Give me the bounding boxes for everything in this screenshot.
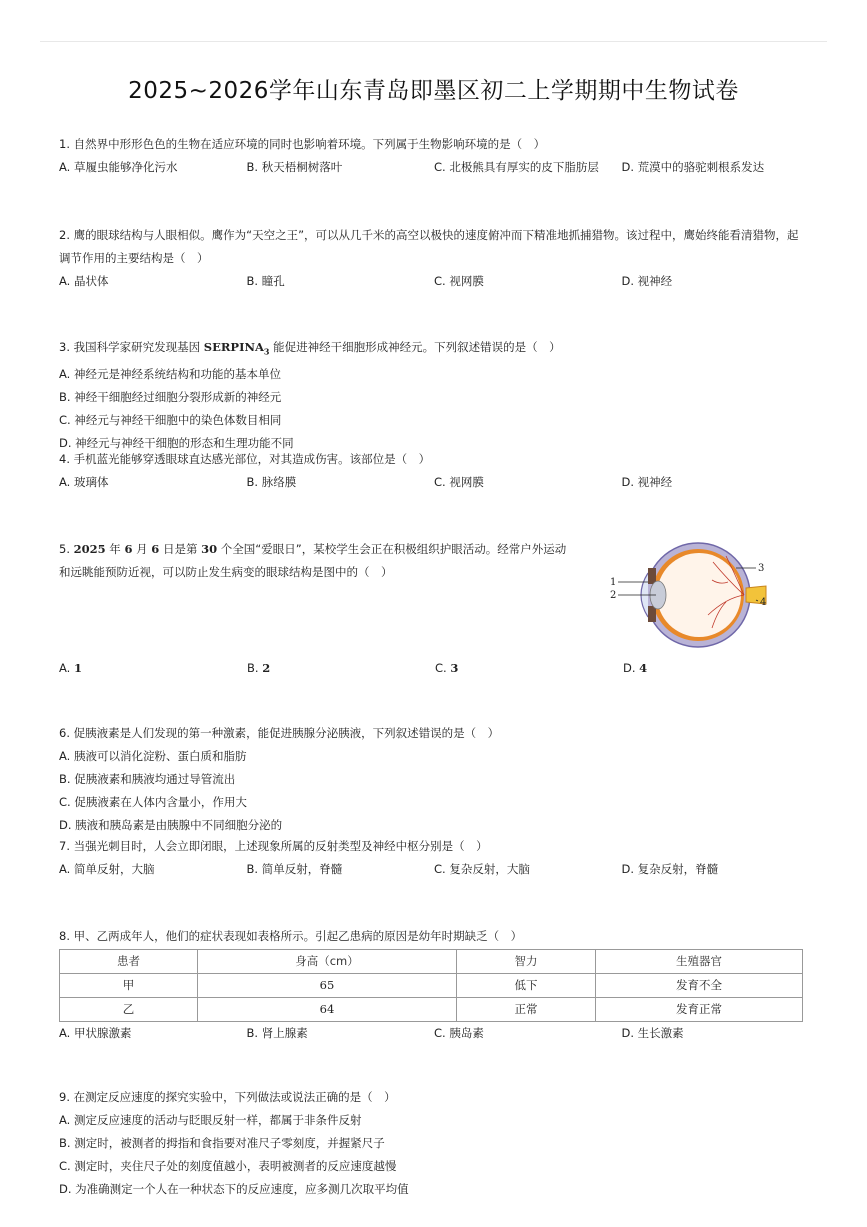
table-header: 智力 bbox=[457, 950, 596, 974]
option-d[interactable]: D. 视神经 bbox=[621, 475, 673, 489]
vitreous-body bbox=[657, 553, 741, 637]
option-c[interactable]: C. 测定时，夹住尺子处的刻度值越小，表明被测者的反应速度越慢 bbox=[59, 1159, 397, 1173]
figure-label-3: 3 bbox=[758, 563, 765, 574]
stem-number: 6 bbox=[151, 542, 160, 556]
option-d[interactable]: D. 胰液和胰岛素是由胰腺中不同细胞分泌的 bbox=[59, 818, 283, 832]
option-d[interactable]: D. 荒漠中的骆驼刺根系发达 bbox=[621, 160, 765, 174]
option-a[interactable]: A. 简单反射，大脑 bbox=[59, 862, 155, 876]
figure-label-2: 2 bbox=[610, 590, 617, 601]
question-8 bbox=[59, 925, 809, 1045]
stem-number: 2025 bbox=[73, 542, 106, 556]
option-a[interactable]: A. 玻璃体 bbox=[59, 475, 109, 489]
iris-top bbox=[648, 568, 656, 584]
stem-text: 5. bbox=[59, 542, 74, 556]
question-stem: 8. 甲、乙两成年人，他们的症状表现如表格所示。引起乙患病的原因是幼年时期缺乏（ ） bbox=[59, 929, 523, 943]
question-stem bbox=[59, 336, 809, 363]
table-cell: 发育不全 bbox=[596, 974, 803, 998]
option-value: 1 bbox=[73, 661, 82, 675]
top-divider bbox=[40, 41, 827, 42]
table-header-row bbox=[60, 950, 803, 974]
option-c[interactable]: C. 视网膜 bbox=[434, 274, 484, 288]
figure-label-4: 4 bbox=[760, 597, 767, 608]
stem-number: 6 bbox=[124, 542, 133, 556]
option-d[interactable]: D. 复杂反射，脊髓 bbox=[621, 862, 719, 876]
option-value: 3 bbox=[450, 661, 459, 675]
option-c[interactable]: C. 视网膜 bbox=[434, 475, 484, 489]
option-d[interactable]: D. 为准确测定一个人在一种状态下的反应速度，应多测几次取平均值 bbox=[59, 1182, 409, 1196]
option-a[interactable]: A. 胰液可以消化淀粉、蛋白质和脂肪 bbox=[59, 749, 247, 763]
option-b[interactable]: B. 肾上腺素 bbox=[246, 1026, 308, 1040]
table-cell: 正常 bbox=[457, 998, 596, 1022]
table-row bbox=[60, 998, 803, 1022]
question-4 bbox=[59, 448, 809, 494]
option-value: 4 bbox=[639, 661, 648, 675]
option-c[interactable]: C. 复杂反射，大脑 bbox=[434, 862, 530, 876]
question-7 bbox=[59, 835, 809, 881]
table-cell: 发育正常 bbox=[596, 998, 803, 1022]
option-letter: C. bbox=[435, 661, 451, 675]
option-b[interactable]: B. 简单反射，脊髓 bbox=[246, 862, 343, 876]
stem-text: 个全国“爱眼日”，某校学生会正在积极组织护眼活动。经常户外运动 bbox=[217, 542, 567, 556]
option-a[interactable]: A. 晶状体 bbox=[59, 274, 109, 288]
eyeball-diagram bbox=[608, 540, 778, 650]
iris-bottom bbox=[648, 606, 656, 622]
table-header: 身高（cm） bbox=[198, 950, 457, 974]
table-cell: 甲 bbox=[60, 974, 198, 998]
question-stem: 4. 手机蓝光能够穿透眼球直达感光部位，对其造成伤害。该部位是（ ） bbox=[59, 452, 431, 466]
table-cell: 65 bbox=[198, 974, 457, 998]
option-d[interactable]: D. 神经元与神经干细胞的形态和生理功能不同 bbox=[59, 436, 294, 451]
stem-text: 日是第 bbox=[159, 542, 202, 556]
option-c[interactable]: C. 神经元与神经干细胞中的染色体数目相同 bbox=[59, 413, 282, 428]
stem-text: 年 bbox=[105, 542, 125, 556]
option-a[interactable]: A. 草履虫能够净化污水 bbox=[59, 160, 178, 174]
option-value: 2 bbox=[262, 661, 271, 675]
table-cell: 低下 bbox=[457, 974, 596, 998]
question-stem: 6. 促胰液素是人们发现的第一种激素，能促进胰腺分泌胰液，下列叙述错误的是（ ） bbox=[59, 726, 500, 740]
option-a[interactable]: A. 神经元是神经系统结构和功能的基本单位 bbox=[59, 367, 281, 382]
gene-name: SERPINA bbox=[203, 340, 264, 354]
option-b[interactable]: B. 促胰液素和胰液均通过导管流出 bbox=[59, 772, 236, 786]
gene-subscript: 3 bbox=[263, 346, 270, 357]
question-stem: 1. 自然界中形形色色的生物在适应环境的同时也影响着环境。下列属于生物影响环境的是（ ） bbox=[59, 137, 546, 151]
option-c[interactable]: C. 北极熊具有厚实的皮下脂肪层 bbox=[434, 160, 599, 174]
question-6 bbox=[59, 722, 809, 837]
page-title: 2025~2026学年山东青岛即墨区初二上学期期中生物试卷 bbox=[128, 78, 739, 104]
question-stem: 7. 当强光刺目时，人会立即闭眼，上述现象所属的反射类型及神经中枢分别是（ ） bbox=[59, 839, 488, 853]
question-stem-line2: 和远眺能预防近视，可以防止发生病变的眼球结构是图中的（ ） bbox=[59, 565, 393, 579]
option-letter: B. bbox=[247, 661, 263, 675]
option-a[interactable]: A. 甲状腺激素 bbox=[59, 1026, 132, 1040]
question-9 bbox=[59, 1086, 809, 1201]
option-letter: D. bbox=[623, 661, 640, 675]
figure-label-1: 1 bbox=[610, 577, 617, 588]
question-stem: 2. 鹰的眼球结构与人眼相似。鹰作为“天空之王”，可以从几千米的高空以极快的速度俯冲而下精准地抓捕猎物。该过程中，鹰始终能看清猎物，起调节作用的主要结构是（ ） bbox=[59, 228, 799, 265]
patient-table bbox=[59, 949, 803, 1022]
option-b[interactable]: B. 脉络膜 bbox=[246, 475, 297, 489]
option-b[interactable]: B. 瞳孔 bbox=[246, 274, 285, 288]
option-d[interactable] bbox=[623, 657, 811, 680]
option-d[interactable]: D. 生长激素 bbox=[621, 1026, 684, 1040]
option-c[interactable]: C. 促胰液素在人体内含量小，作用大 bbox=[59, 795, 247, 809]
stem-text: 能促进神经干细胞形成神经元。下列叙述错误的是（ ） bbox=[269, 340, 561, 354]
option-letter: A. bbox=[59, 661, 74, 675]
table-row bbox=[60, 974, 803, 998]
option-c[interactable] bbox=[435, 657, 623, 680]
question-2 bbox=[59, 224, 809, 293]
table-cell: 64 bbox=[198, 998, 457, 1022]
option-b[interactable]: B. 神经干细胞经过细胞分裂形成新的神经元 bbox=[59, 390, 282, 405]
question-3 bbox=[59, 336, 809, 455]
stem-text: 3. 我国科学家研究发现基因 bbox=[59, 340, 204, 354]
option-b[interactable]: B. 测定时，被测者的拇指和食指要对准尺子零刻度，并握紧尺子 bbox=[59, 1136, 385, 1150]
table-header: 生殖器官 bbox=[596, 950, 803, 974]
option-c[interactable]: C. 胰岛素 bbox=[434, 1026, 484, 1040]
stem-text: 月 bbox=[132, 542, 152, 556]
option-d[interactable]: D. 视神经 bbox=[621, 274, 673, 288]
option-b[interactable]: B. 秋天梧桐树落叶 bbox=[246, 160, 343, 174]
stem-number: 30 bbox=[201, 542, 218, 556]
question-1 bbox=[59, 133, 809, 179]
question-stem: 9. 在测定反应速度的探究实验中，下列做法或说法正确的是（ ） bbox=[59, 1090, 396, 1104]
table-header: 患者 bbox=[60, 950, 198, 974]
option-b[interactable] bbox=[247, 657, 435, 680]
option-a[interactable] bbox=[59, 657, 247, 680]
option-a[interactable]: A. 测定反应速度的活动与眨眼反射一样，都属于非条件反射 bbox=[59, 1113, 362, 1127]
table-cell: 乙 bbox=[60, 998, 198, 1022]
